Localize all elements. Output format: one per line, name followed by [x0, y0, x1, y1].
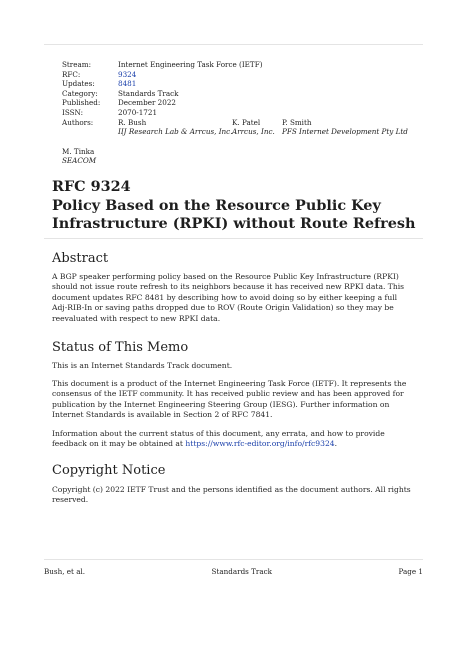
top-rule	[44, 44, 423, 45]
author-smith: P. Smith PFS Internet Development Pty Ltd	[282, 117, 408, 137]
page-footer	[44, 567, 423, 576]
updates-rfc-link[interactable]: 8481	[118, 79, 137, 89]
copyright-text: Copyright (c) 2022 IETF Trust and the persons identified as the document authors. All rights reserved.	[52, 485, 411, 505]
meta-stream: Stream: Internet Engineering Task Force (IETF)	[62, 60, 263, 69]
author-bush: R. Bush IIJ Research Lab & Arrcus, Inc.	[118, 117, 233, 137]
author-tinka: M. Tinka SEACOM	[62, 146, 97, 166]
title-divider	[44, 238, 423, 239]
abstract-heading: Abstract	[52, 251, 109, 266]
meta-published: Published: December 2022	[62, 98, 176, 108]
status-heading: Status of This Memo	[52, 340, 189, 355]
copyright-heading: Copyright Notice	[52, 463, 166, 478]
status-paragraph-2: This document is a product of the Internet Engineering Task Force (IETF). It represents the consensus of the IETF community. It has received public review and has been approved for publication by the Internet Engineering Steering Group (IESG). Further information on Internet Standards is available in Section 2 of RFC 7841.	[52, 379, 407, 420]
meta-updates: Updates: 8481	[62, 79, 137, 89]
status-paragraph-1: This is an Internet Standards Track document.	[52, 361, 233, 370]
page-title: RFC 9324 Policy Based on the Resource Public Key Infrastructure (RPKI) without Route Refresh	[52, 178, 416, 232]
footer-page-number: Page 1	[398, 567, 423, 576]
footer-category: Standards Track	[211, 567, 273, 576]
rfc-number-link[interactable]: 9324	[118, 69, 137, 79]
document-metadata	[62, 60, 422, 166]
footer-rule	[44, 559, 423, 560]
meta-category: Category: Standards Track	[62, 88, 179, 98]
footer-authors: Bush, et al.	[44, 567, 86, 576]
abstract-text: A BGP speaker performing policy based on the Resource Public Key Infrastructure (RPKI) should not issue route refresh to its neighbors because it has received new RPKI data. This document updates RFC 8481 by describing how to avoid doing so by either keeping a full Adj-RIB-In or saving paths dropped due to ROV (Route Origin Validation) so they may be reevaluated with respect to new RPKI data.	[52, 272, 405, 323]
meta-issn: ISSN: 2070-1721	[62, 107, 158, 117]
author-patel: K. Patel Arrcus, Inc.	[232, 117, 275, 137]
meta-authors: Authors: R. Bush IIJ Research Lab & Arrcus, Inc. K. Patel Arrcus, Inc. P. Smith PFS Internet Development Pty Ltd	[62, 117, 408, 137]
rfc-editor-info-link[interactable]: https://www.rfc-editor.org/info/rfc9324	[185, 439, 335, 449]
meta-rfc: RFC: 9324	[62, 69, 137, 79]
status-paragraph-3: Information about the current status of this document, any errata, and how to provide feedback on it may be obtained at https://www.rfc-editor.org/info/rfc9324.	[52, 429, 385, 449]
